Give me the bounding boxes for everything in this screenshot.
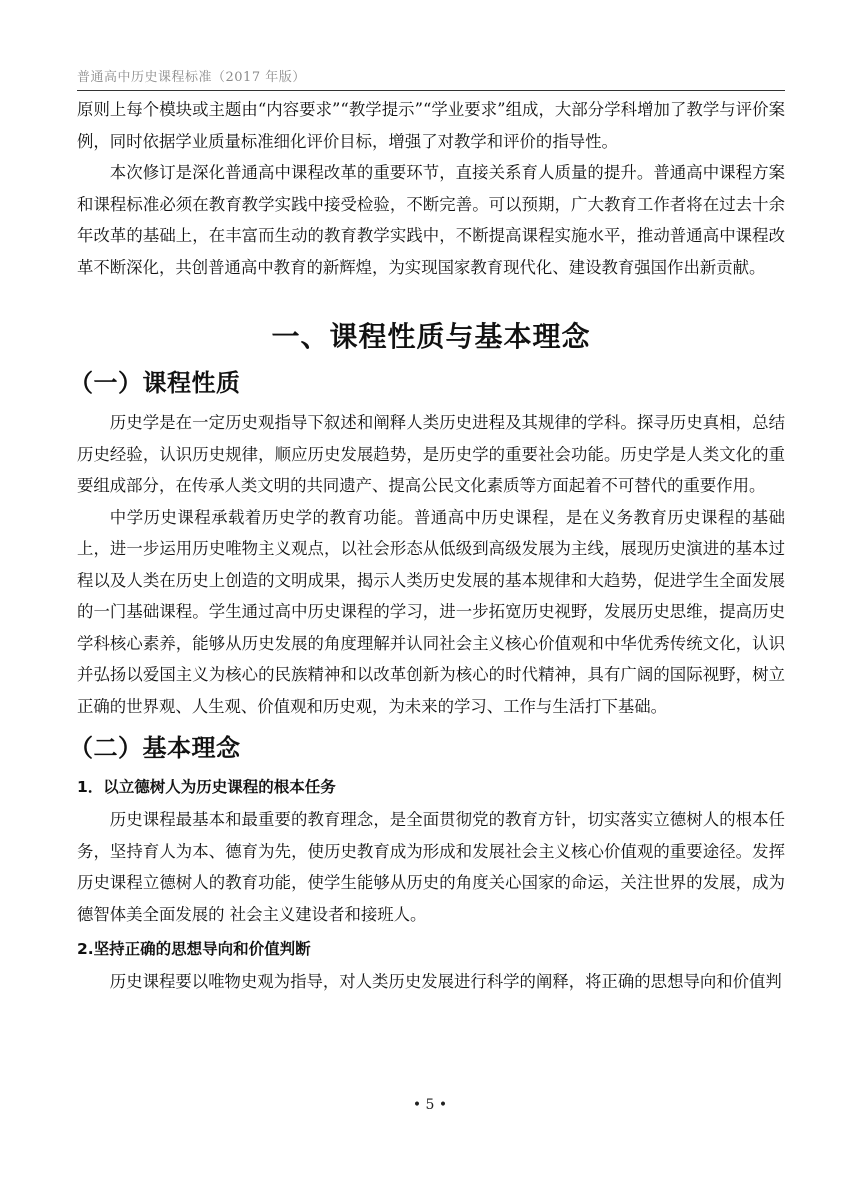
nature-paragraph-1: 历史学是在一定历史观指导下叙述和阐释人类历史进程及其规律的学科。探寻历史真相，总结历史经验，认识历史规律，顺应历史发展趋势，是历史学的重要社会功能。历史学是人类文化的重要组成部分，在传承人类文明的共同遗产、提高公民文化素质等方面起着不可替代的重要作用。 [77,413,785,495]
concept-2-heading: 2.坚持正确的思想导向和价值判断 [77,940,311,958]
page-content [69,94,785,998]
concept-2-paragraph: 历史课程要以唯物史观为指导，对人类历史发展进行科学的阐释，将正确的思想导向和价值判 [109,972,782,991]
header-rule [77,90,785,91]
running-header: 普通高中历史课程标准（2017 年版） [77,70,306,85]
concept-1-paragraph: 历史课程最基本和最重要的教育理念，是全面贯彻党的教育方针，切实落实立德树人的根本任务，坚持育人为本、德育为先，使历史教育成为形成和发展社会主义核心价值观的重要途径。发挥历史课程立德树人的教育功能，使学生能够从历史的角度关心国家的命运，关注世界的发展，成为德智体美全面发展的 社会主义建设者和接班人。 [77,810,785,924]
intro-paragraph: 本次修订是深化普通高中课程改革的重要环节，直接关系育人质量的提升。普通高中课程方案和课程标准必须在教育教学实践中接受检验，不断完善。可以预期，广大教育工作者将在过去十余年改革的基础上，在丰富而生动的教育教学实践中，不断提高课程实施水平，推动普通高中课程改革不断深化，共创普通高中教育的新辉煌，为实现国家教育现代化、建设教育强国作出新贡献。 [77,163,785,277]
nature-paragraph-2: 中学历史课程承载着历史学的教育功能。普通高中历史课程，是在义务教育历史课程的基础上，进一步运用历史唯物主义观点，以社会形态从低级到高级发展为主线，展现历史演进的基本过程以及人类在历史上创造的文明成果，揭示人类历史发展的基本规律和大趋势，促进学生全面发展的一门基础课程。学生通过高中历史课程的学习，进一步拓宽历史视野，发展历史思维，提高历史学科核心素养，能够从历史发展的角度理解并认同社会主义核心价值观和中华优秀传统文化，认识并弘扬以爱国主义为核心的民族精神和以改革创新为核心的时代精神，具有广阔的国际视野，树立正确的世界观、人生观、价值观和历史观，为未来的学习、工作与生活打下基础。 [77,507,785,716]
subsection-title-concepts: （二）基本理念 [69,734,241,762]
subsection-title-nature: （一）课程性质 [69,369,241,397]
section-title: 一、课程性质与基本理念 [271,320,591,353]
page-number: • 5 • [412,1097,448,1113]
intro-paragraph-continued: 原则上每个模块或主题由“内容要求”“教学提示”“学业要求”组成，大部分学科增加了教学与评价案例，同时依据学业质量标准细化评价目标，增强了对教学和评价的指导性。 [77,100,785,151]
concept-1-heading: 1．以立德树人为历史课程的根本任务 [77,778,336,796]
